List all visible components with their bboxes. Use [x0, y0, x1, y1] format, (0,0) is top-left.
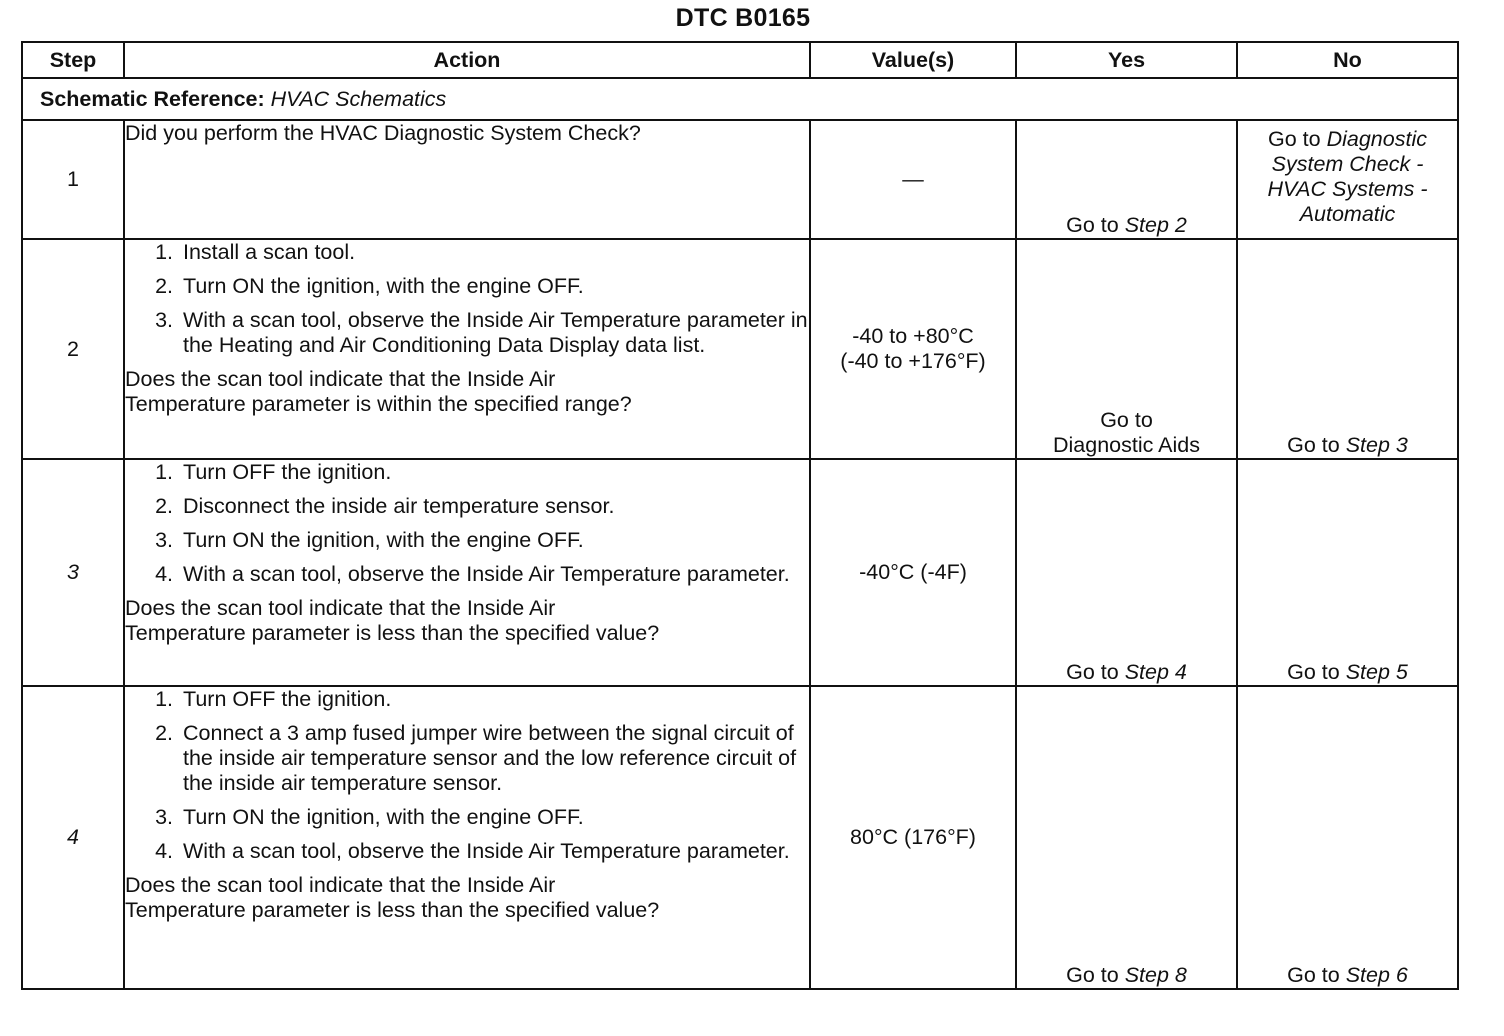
value-cell: -40 to +80°C (-40 to +176°F)	[810, 239, 1016, 459]
substep: 1. Turn OFF the ignition.	[155, 460, 392, 484]
schematic-link: HVAC Schematics	[270, 86, 447, 111]
substep-list	[125, 687, 809, 864]
header-step: Step	[22, 42, 124, 78]
no-goto: Go to Step 6	[1287, 963, 1408, 987]
substep: 4. With a scan tool, observe the Inside Air Temperature parameter.	[155, 562, 790, 586]
table-row	[22, 459, 1458, 686]
header-no: No	[1237, 42, 1458, 78]
substep: 2. Connect a 3 amp fused jumper wire between the signal circuit of the inside air temperature sensor and the low reference circuit of the inside air temperature sensor.	[155, 721, 797, 795]
question-text: Did you perform the HVAC Diagnostic System Check?	[125, 121, 641, 145]
value-cell: 80°C (176°F)	[810, 686, 1016, 989]
table-row	[22, 686, 1458, 989]
substep: 3. Turn ON the ignition, with the engine OFF.	[155, 528, 584, 552]
substep: 3. Turn ON the ignition, with the engine OFF.	[155, 805, 584, 829]
yes-cell	[1016, 239, 1237, 459]
no-cell	[1237, 120, 1458, 239]
yes-goto: Go to Step 2	[1066, 213, 1187, 237]
substep: 1. Install a scan tool.	[155, 240, 356, 264]
yes-goto: Go to Step 4	[1066, 660, 1187, 684]
question-text: Does the scan tool indicate that the Inside Air Temperature parameter is less than the specified value?	[125, 596, 660, 645]
yes-goto: Go to Step 8	[1066, 963, 1187, 987]
page-title: DTC B0165	[675, 4, 811, 32]
no-cell	[1237, 686, 1458, 989]
step-number: 2	[22, 239, 124, 459]
substep: 2. Disconnect the inside air temperature sensor.	[155, 494, 615, 518]
no-goto: Go to Diagnostic System Check - HVAC Systems - Automatic	[1267, 127, 1428, 226]
action-cell	[124, 686, 810, 989]
schematic-label: Schematic Reference:	[40, 86, 265, 111]
yes-cell	[1016, 686, 1237, 989]
value-cell: -40°C (-4F)	[810, 459, 1016, 686]
schematic-reference	[22, 78, 1458, 120]
no-goto: Go to Step 3	[1287, 433, 1408, 457]
step-number: 1	[22, 120, 124, 239]
table-row	[22, 120, 1458, 239]
header-row	[22, 42, 1458, 78]
substep: 1. Turn OFF the ignition.	[155, 687, 392, 711]
yes-cell	[1016, 120, 1237, 239]
action-cell	[124, 239, 810, 459]
schematic-reference-row	[22, 78, 1458, 120]
no-cell	[1237, 239, 1458, 459]
substep-list	[125, 460, 809, 587]
substep: 4. With a scan tool, observe the Inside Air Temperature parameter.	[155, 839, 790, 863]
action-cell	[124, 459, 810, 686]
header-values: Value(s)	[810, 42, 1016, 78]
substep: 3. With a scan tool, observe the Inside Air Temperature parameter in the Heating and Air Conditioning Data Display data list.	[155, 308, 808, 357]
no-goto: Go to Step 5	[1287, 660, 1408, 684]
substep: 2. Turn ON the ignition, with the engine OFF.	[155, 274, 584, 298]
yes-cell	[1016, 459, 1237, 686]
action-cell	[124, 120, 810, 239]
header-yes: Yes	[1016, 42, 1237, 78]
yes-goto: Go to Diagnostic Aids	[1053, 408, 1200, 457]
question-text: Does the scan tool indicate that the Inside Air Temperature parameter is less than the specified value?	[125, 873, 660, 922]
substep-list	[125, 240, 809, 358]
no-cell	[1237, 459, 1458, 686]
diagnostic-table	[21, 41, 1459, 990]
value-cell: —	[810, 120, 1016, 239]
header-action: Action	[124, 42, 810, 78]
step-number: 4	[22, 686, 124, 989]
step-number: 3	[22, 459, 124, 686]
table-row	[22, 239, 1458, 459]
question-text: Does the scan tool indicate that the Inside Air Temperature parameter is within the specified range?	[125, 367, 632, 416]
